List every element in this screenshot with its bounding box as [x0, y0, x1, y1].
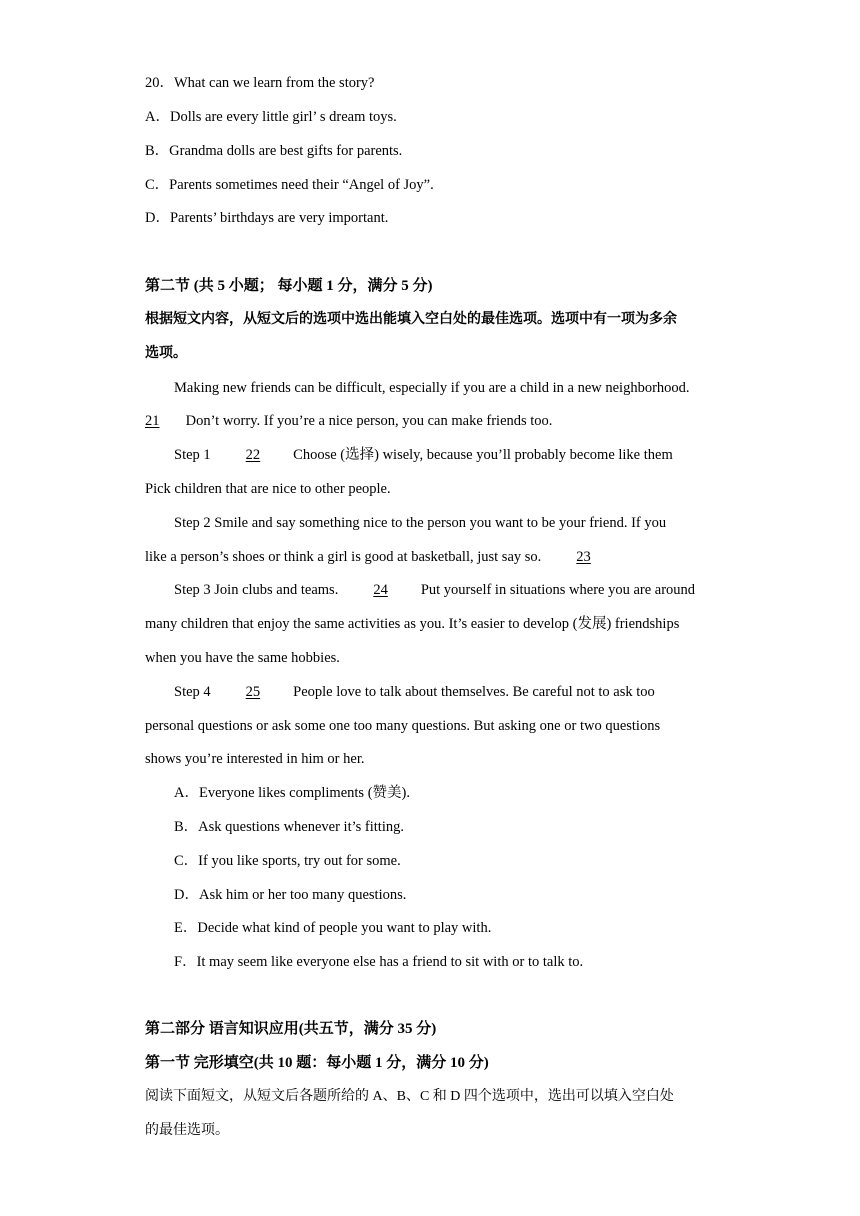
step3-line1: [174, 580, 695, 600]
blank-23: 23: [576, 549, 591, 565]
blank-25: 25: [245, 684, 261, 700]
choice-f: F．It may seem like everyone else has a friend to sit with or to talk to.: [174, 954, 584, 970]
step1-line2: Pick children that are nice to other people.: [145, 481, 391, 497]
step4-rest: People love to talk about themselves. Be careful not to ask too: [293, 684, 655, 700]
q20-option-a: A．Dolls are every little girl’ s dream toys.: [145, 109, 397, 125]
step1-rest: Choose (选择) wisely, because you’ll probably become like them: [293, 447, 673, 463]
part2-subheading: 第一节 完形填空(共 10 题：每小题 1 分，满分 10 分): [145, 1055, 489, 1071]
step4-prefix: Step 4: [174, 684, 211, 700]
q20-option-d: D．Parents’ birthdays are very important.: [145, 210, 389, 226]
choice-c: C．If you like sports, try out for some.: [174, 853, 401, 869]
part2-instruction-line2: 的最佳选项。: [145, 1123, 229, 1138]
step4-line1: [174, 682, 655, 702]
blank-24: 24: [373, 582, 388, 598]
step4-line3: shows you’re interested in him or her.: [145, 751, 365, 767]
section2-instruction-line1: 根据短文内容，从短文后的选项中选出能填入空白处的最佳选项。选项中有一项为多余: [145, 312, 677, 327]
step3-line2: many children that enjoy the same activities as you. It’s easier to develop (发展) friendships: [145, 616, 680, 632]
q20-option-b: B．Grandma dolls are best gifts for parents.: [145, 143, 403, 159]
section2-instruction-line2: 选项。: [145, 346, 187, 361]
blank-21: 21: [145, 413, 160, 429]
step1-line: [174, 445, 673, 465]
question-20-stem: 20．What can we learn from the story?: [145, 75, 375, 91]
choice-a: A．Everyone likes compliments (赞美).: [174, 785, 410, 801]
part2-heading: 第二部分 语言知识应用(共五节，满分 35 分): [145, 1021, 437, 1037]
step3-line3: when you have the same hobbies.: [145, 650, 340, 666]
step2-text: like a person’s shoes or think a girl is good at basketball, just say so.: [145, 549, 542, 565]
passage-line-blank21: [145, 411, 552, 431]
passage-paragraph-1: Making new friends can be difficult, especially if you are a child in a new neighborhood.: [174, 380, 690, 396]
step2-line2: [145, 547, 615, 567]
choice-d: D．Ask him or her too many questions.: [174, 887, 407, 903]
section2-heading: 第二节 (共 5 小题； 每小题 1 分，满分 5 分): [145, 278, 433, 294]
step1-prefix: Step 1: [174, 447, 211, 463]
q20-option-c: C．Parents sometimes need their “Angel of Joy”.: [145, 177, 434, 193]
step2-line1: Step 2 Smile and say something nice to the person you want to be your friend. If you: [174, 515, 667, 531]
step3-rest: Put yourself in situations where you are around: [420, 582, 696, 598]
blank-22: 22: [245, 447, 261, 463]
choice-b: B．Ask questions whenever it’s fitting.: [174, 819, 404, 835]
step4-line2: personal questions or ask some one too many questions. But asking one or two questions: [145, 718, 661, 734]
choice-e: E．Decide what kind of people you want to play with.: [174, 920, 492, 936]
passage-p2-rest: Don’t worry. If you’re a nice person, you can make friends too.: [185, 413, 553, 429]
step3-prefix: Step 3 Join clubs and teams.: [174, 582, 339, 598]
part2-instruction-line1: 阅读下面短文，从短文后各题所给的 A、B、C 和 D 四个选项中，选出可以填入空白处: [145, 1089, 674, 1104]
